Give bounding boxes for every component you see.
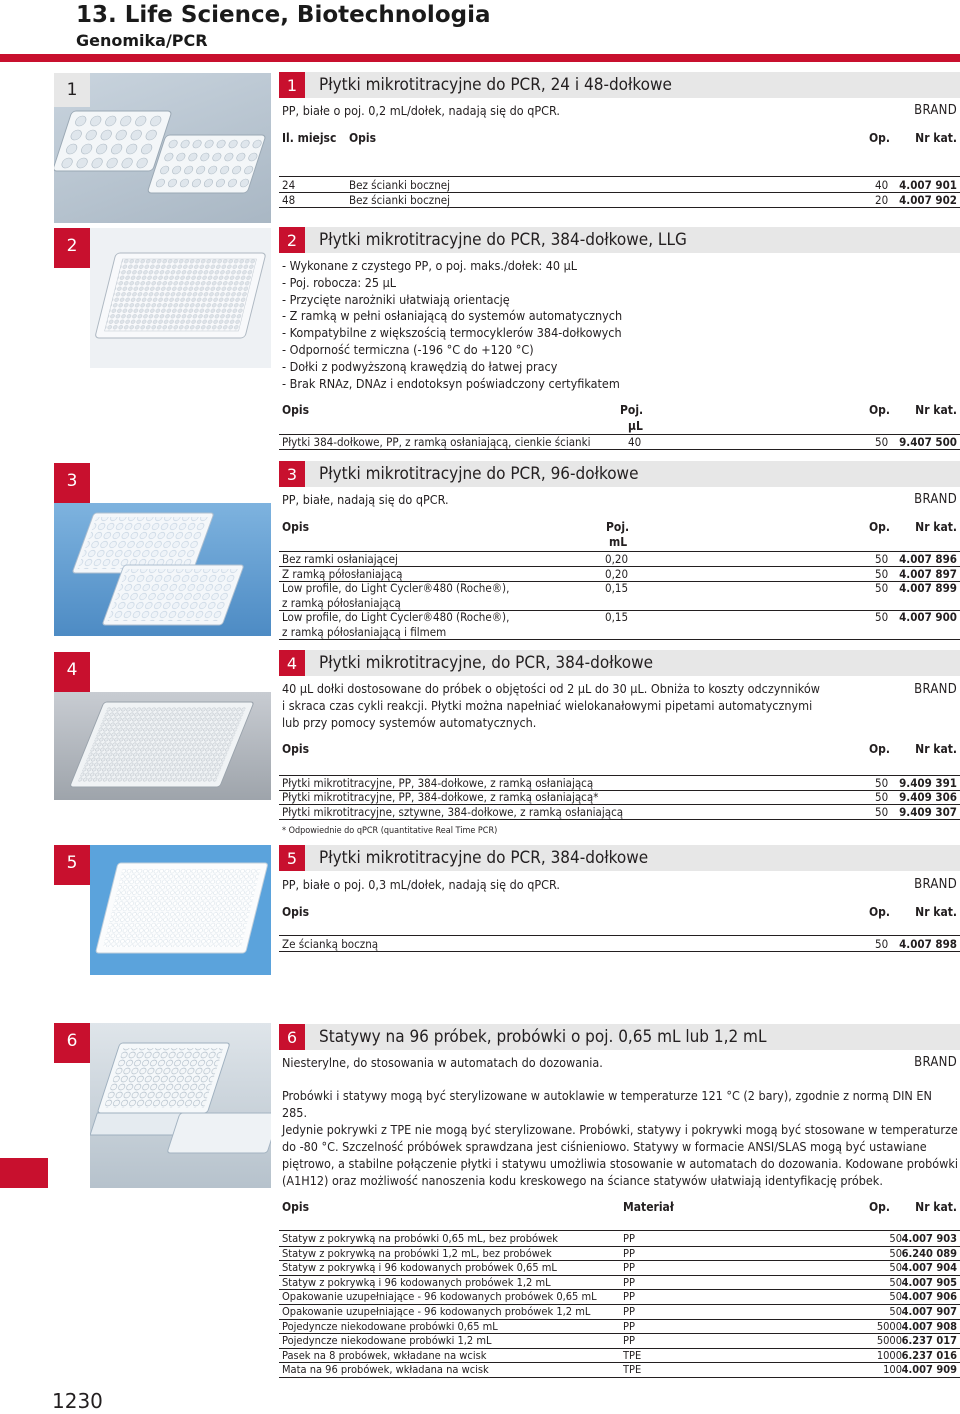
col-op: Op. — [869, 520, 891, 534]
col-nr: Nr kat. — [915, 905, 957, 919]
col-miejsc: Il. miejsc — [282, 131, 337, 145]
cell-poj: 40 — [628, 435, 642, 449]
cell-op: 5000 — [876, 1319, 902, 1333]
cell-opis: Ze ścianką boczną — [282, 937, 379, 951]
cell-nr: 9.409 307 — [899, 805, 957, 819]
cell-opis: Statyw z pokrywką na probówki 0,65 mL, bez probówek — [282, 1232, 558, 1245]
table-row — [279, 610, 960, 640]
col-nr: Nr kat. — [915, 520, 957, 534]
col-op: Op. — [869, 131, 891, 145]
product-image-6 — [90, 1023, 271, 1188]
brand-logo-4: BRAND — [914, 682, 957, 697]
cell-nr: 4.007 902 — [899, 193, 957, 207]
pcr-plate-384-white-illustration — [90, 845, 271, 975]
cell-opis: Płytki mikrotitracyjne, PP, 384-dołkowe, z ramką osłaniającą* — [282, 790, 599, 804]
section-2-header — [279, 227, 960, 253]
cell-material: PP — [623, 1246, 635, 1260]
cell-opis: Płytki mikrotitracyjne, sztywne, 384-dołkowe, z ramką osłaniającą — [282, 805, 624, 819]
page-number: 1230 — [52, 1389, 103, 1413]
feature-item: - Odporność termiczna (-196 °C do +120 °C) — [282, 341, 534, 357]
product-image-5 — [90, 845, 271, 975]
cell-opis-line2: z ramką półosłaniającą i filmem — [282, 625, 447, 639]
description-line: lub przy pomocy systemów automatycznych. — [282, 715, 537, 730]
col-opis: Opis — [282, 1200, 310, 1214]
section-4-footnote: * Odpowiednie do qPCR (quantitative Real Time PCR) — [282, 826, 498, 836]
section-3-subtitle: PP, białe, nadają się do qPCR. — [282, 492, 449, 507]
cell-nr: 4.007 903 — [901, 1232, 957, 1245]
section-6-title: Statywy na 96 próbek, probówki o poj. 0,65 mL lub 1,2 mL — [319, 1027, 767, 1047]
table-row — [279, 1261, 960, 1276]
cell-opis: Mata na 96 probówek, wkładana na wcisk — [282, 1363, 489, 1377]
table-row — [279, 1305, 960, 1320]
col-nr: Nr kat. — [915, 742, 957, 756]
product-image-2 — [90, 228, 271, 368]
tube-rack-illustration — [90, 1023, 271, 1188]
table-row — [279, 1363, 960, 1378]
col-opis: Opis — [282, 905, 310, 919]
badge-3-number: 3 — [66, 471, 78, 491]
cell-op: 40 — [875, 178, 889, 192]
table-row — [279, 1290, 960, 1305]
section-4-header — [279, 650, 960, 676]
badge-6-number: 6 — [66, 1031, 78, 1051]
section-3-number: 3 — [279, 461, 305, 487]
feature-item: - Brak RNAz, DNAz i endotoksyn poświadczony certyfikatem — [282, 375, 620, 391]
cell-material: PP — [623, 1261, 635, 1275]
section-4-number: 4 — [279, 650, 305, 676]
feature-item: - Dołki z podwyższoną krawędzią do łatwej pracy — [282, 358, 558, 374]
section-1-table-header — [279, 131, 960, 149]
section-4-description — [282, 680, 820, 731]
cell-nr: 4.007 899 — [899, 581, 957, 595]
brand-logo-3: BRAND — [914, 492, 957, 507]
description-line: piętrowo, a stabilne połączenie płytki i statywu umożliwia stosowanie w automatach do dozowania. Kodowane probówki — [282, 1156, 958, 1171]
col-opis: Opis — [349, 131, 377, 145]
section-5-table-header — [279, 905, 960, 923]
section-5-title: Płytki mikrotitracyjne do PCR, 384-dołkowe — [319, 848, 649, 868]
cell-opis: Bez ramki osłaniającej — [282, 552, 398, 566]
cell-nr: 4.007 906 — [901, 1290, 957, 1304]
cell-opis: Low profile, do Light Cycler®480 (Roche®), — [282, 610, 510, 624]
section-6-subtitle: Niesterylne, do stosowania w automatach do dozowania. — [282, 1055, 603, 1070]
cell-poj: 0,15 — [605, 610, 629, 624]
section-6-table-header — [279, 1200, 960, 1218]
feature-item: - Wykonane z czystego PP, o poj. maks./dołek: 40 µL — [282, 258, 578, 273]
col-poj: Poj. — [606, 520, 630, 534]
col-opis: Opis — [282, 403, 310, 417]
cell-opis: Płytki mikrotitracyjne, PP, 384-dołkowe, z ramką osłaniającą — [282, 776, 594, 790]
section-5-header — [279, 845, 960, 871]
col-opis: Opis — [282, 742, 310, 756]
section-2-feature-list — [282, 258, 622, 392]
table-row — [279, 1232, 960, 1247]
cell-material: TPE — [623, 1348, 642, 1362]
cell-opis: Statyw z pokrywką i 96 kodowanych probówek 1,2 mL — [282, 1275, 551, 1289]
description-line: do -80 °C. Szczelność próbówek sprawdzana jest ciśnieniowo. Statywy w formacie ANSI/SLAS mogą być ustawiane — [282, 1139, 927, 1154]
table-row — [279, 805, 960, 820]
cell-op: 50 — [875, 937, 889, 951]
section-1-header — [279, 72, 960, 98]
cell-op: 1000 — [876, 1348, 902, 1362]
section-5-number: 5 — [279, 845, 305, 871]
cell-opis: Płytki 384-dołkowe, PP, z ramką osłaniającą, cienkie ścianki — [282, 435, 591, 449]
table-row — [279, 567, 960, 582]
table-row — [279, 193, 960, 208]
cell-op: 50 — [875, 552, 889, 566]
section-6-description — [282, 1087, 960, 1189]
col-unit: mL — [609, 535, 628, 549]
section-1-table-rule — [279, 176, 960, 177]
section-title: Genomika/PCR — [76, 31, 208, 50]
description-line: Probówki i statywy mogą być sterylizowane w autoklawie w temperaturze 121 °C (2 bary), zgodnie z normą DIN EN 285. — [282, 1088, 932, 1120]
section-6-number: 6 — [279, 1024, 305, 1050]
col-nr: Nr kat. — [915, 1200, 957, 1214]
badge-4-number: 4 — [66, 660, 78, 680]
col-material: Materiał — [623, 1200, 674, 1214]
section-1-number: 1 — [279, 72, 305, 98]
cell-nr: 4.007 896 — [899, 552, 957, 566]
section-5-table-rule — [279, 935, 960, 936]
section-2-title: Płytki mikrotitracyjne do PCR, 384-dołkowe, LLG — [319, 230, 687, 250]
cell-op: 50 — [889, 1305, 902, 1318]
cell-poj: 0,15 — [605, 581, 629, 595]
cell-nr: 4.007 897 — [899, 567, 957, 581]
cell-op: 5000 — [876, 1334, 902, 1348]
table-row — [279, 1334, 960, 1349]
section-3-header — [279, 461, 960, 487]
cell-op: 50 — [875, 776, 889, 790]
cell-miejsc: 24 — [282, 178, 296, 192]
brand-logo-5: BRAND — [914, 877, 957, 892]
section-5-subtitle: PP, białe o poj. 0,3 mL/dołek, nadają się do qPCR. — [282, 877, 560, 892]
badge-1-number: 1 — [66, 80, 78, 100]
cell-nr: 4.007 900 — [899, 610, 957, 624]
section-4-title: Płytki mikrotitracyjne, do PCR, 384-dołkowe — [319, 653, 654, 673]
pcr-plate-384-illustration — [54, 692, 271, 800]
cell-op: 50 — [889, 1261, 902, 1275]
cell-op: 50 — [889, 1246, 902, 1260]
description-line: 40 µL dołki dostosowane do próbek o objętości od 2 µL do 30 µL. Obniża to koszty odczynników — [282, 681, 820, 696]
cell-op: 50 — [875, 805, 889, 819]
table-row — [279, 1247, 960, 1262]
cell-miejsc: 48 — [282, 193, 296, 207]
product-image-4 — [54, 692, 271, 800]
feature-item: - Z ramką w pełni osłaniającą do systemów automatycznych — [282, 308, 623, 324]
cell-nr: 6.237 016 — [901, 1348, 957, 1362]
brand-logo-1: BRAND — [914, 103, 957, 118]
chapter-title: 13. Life Science, Biotechnologia — [76, 2, 491, 28]
col-op: Op. — [869, 742, 891, 756]
cell-opis: Low profile, do Light Cycler®480 (Roche®), — [282, 581, 510, 595]
col-poj: Poj. — [620, 403, 644, 417]
cell-material: PP — [623, 1232, 635, 1245]
cell-op: 50 — [875, 567, 889, 581]
cell-nr: 4.007 909 — [901, 1363, 957, 1377]
col-op: Op. — [869, 403, 891, 417]
table-row — [279, 178, 960, 193]
cell-nr: 4.007 901 — [899, 178, 957, 192]
col-op: Op. — [869, 905, 891, 919]
table-row — [279, 1276, 960, 1291]
pcr-plate-384-llg-illustration — [90, 228, 271, 368]
section-1-title: Płytki mikrotitracyjne do PCR, 24 i 48-dołkowe — [319, 75, 672, 95]
feature-item: - Poj. robocza: 25 µL — [282, 274, 396, 290]
cell-nr: 9.409 391 — [899, 776, 957, 790]
section-3-title: Płytki mikrotitracyjne do PCR, 96-dołkowe — [319, 464, 639, 484]
cell-material: PP — [623, 1319, 635, 1333]
badge-2-number: 2 — [66, 236, 78, 256]
cell-opis: Bez ścianki bocznej — [349, 193, 451, 207]
col-op: Op. — [869, 1200, 891, 1214]
cell-op: 50 — [875, 610, 889, 624]
cell-nr: 6.240 089 — [901, 1246, 957, 1260]
cell-nr: 4.007 908 — [901, 1319, 957, 1333]
col-opis: Opis — [282, 520, 310, 534]
cell-opis: Pojedyncze niekodowane probówki 0,65 mL — [282, 1319, 498, 1333]
cell-op: 50 — [875, 581, 889, 595]
cell-material: PP — [623, 1290, 635, 1304]
cell-op: 20 — [875, 193, 889, 207]
cell-material: PP — [623, 1305, 635, 1318]
cell-op: 50 — [889, 1290, 902, 1304]
cell-opis: Statyw z pokrywką i 96 kodowanych probówek 0,65 mL — [282, 1261, 557, 1275]
table-row — [279, 790, 960, 805]
cell-nr: 4.007 904 — [901, 1261, 957, 1275]
feature-item: - Kompatybilne z większością termocyklerów 384-dołkowych — [282, 325, 622, 341]
cell-op: 100 — [883, 1363, 902, 1377]
cell-material: TPE — [623, 1363, 642, 1377]
description-line: (A1H12) oraz możliwość nanoszenia kodu kreskowego na ściance statywów ułatwiają identyfikację próbek. — [282, 1173, 883, 1188]
cell-opis: Z ramką półosłaniającą — [282, 567, 403, 581]
description-line: Jedynie pokrywki z TPE nie mogą być sterylizowane. Probówki, statywy i pokrywki mogą być stosowane w temperaturze — [282, 1122, 958, 1137]
col-unit: µL — [628, 419, 643, 433]
product-image-3 — [54, 503, 271, 636]
cell-material: PP — [623, 1275, 635, 1289]
cell-opis: Statyw z pokrywką na probówki 1,2 mL, bez probówek — [282, 1246, 552, 1260]
cell-opis: Opakowanie uzupełniające - 96 kodowanych probówek 1,2 mL — [282, 1305, 591, 1318]
cell-nr: 4.007 907 — [901, 1305, 957, 1318]
cell-opis-line2: z ramką półosłaniającą — [282, 596, 401, 610]
section-6-header — [279, 1024, 960, 1050]
section-6-table-rule — [279, 1230, 960, 1231]
table-row — [279, 552, 960, 567]
side-accent-bar — [0, 1158, 48, 1188]
cell-poj: 0,20 — [605, 552, 629, 566]
table-row — [279, 776, 960, 791]
cell-nr: 6.237 017 — [901, 1334, 957, 1348]
cell-op: 50 — [875, 790, 889, 804]
cell-nr: 9.407 500 — [899, 435, 957, 449]
pcr-plate-96-illustration — [54, 503, 271, 636]
cell-opis: Pojedyncze niekodowane probówki 1,2 mL — [282, 1334, 492, 1348]
cell-op: 50 — [875, 435, 889, 449]
description-line: i skraca czas cykli reakcji. Płytki można napełniać wielokanałowymi pipetami automatycznymi — [282, 698, 813, 713]
cell-opis: Pasek na 8 probówek, wkładane na wcisk — [282, 1348, 487, 1362]
table-row — [279, 937, 960, 952]
cell-poj: 0,20 — [605, 567, 629, 581]
section-1-subtitle: PP, białe o poj. 0,2 mL/dołek, nadają się do qPCR. — [282, 103, 560, 118]
cell-material: PP — [623, 1334, 635, 1348]
section-4-table-header — [279, 742, 960, 760]
cell-op: 50 — [889, 1232, 902, 1245]
cell-nr: 9.409 306 — [899, 790, 957, 804]
table-row — [279, 581, 960, 611]
col-nr: Nr kat. — [915, 403, 957, 417]
table-row — [279, 1349, 960, 1364]
table-row — [279, 1320, 960, 1335]
col-nr: Nr kat. — [915, 131, 957, 145]
cell-nr: 4.007 905 — [901, 1275, 957, 1289]
cell-op: 50 — [889, 1275, 902, 1289]
feature-item: - Przycięte narożniki ułatwiają orientację — [282, 291, 510, 307]
cell-opis: Bez ścianki bocznej — [349, 178, 451, 192]
header-rule — [0, 54, 960, 62]
brand-logo-6: BRAND — [914, 1055, 957, 1070]
table-row — [279, 435, 960, 450]
section-2-number: 2 — [279, 227, 305, 253]
cell-nr: 4.007 898 — [899, 937, 957, 951]
cell-opis: Opakowanie uzupełniające - 96 kodowanych probówek 0,65 mL — [282, 1290, 597, 1304]
badge-5-number: 5 — [66, 853, 78, 873]
